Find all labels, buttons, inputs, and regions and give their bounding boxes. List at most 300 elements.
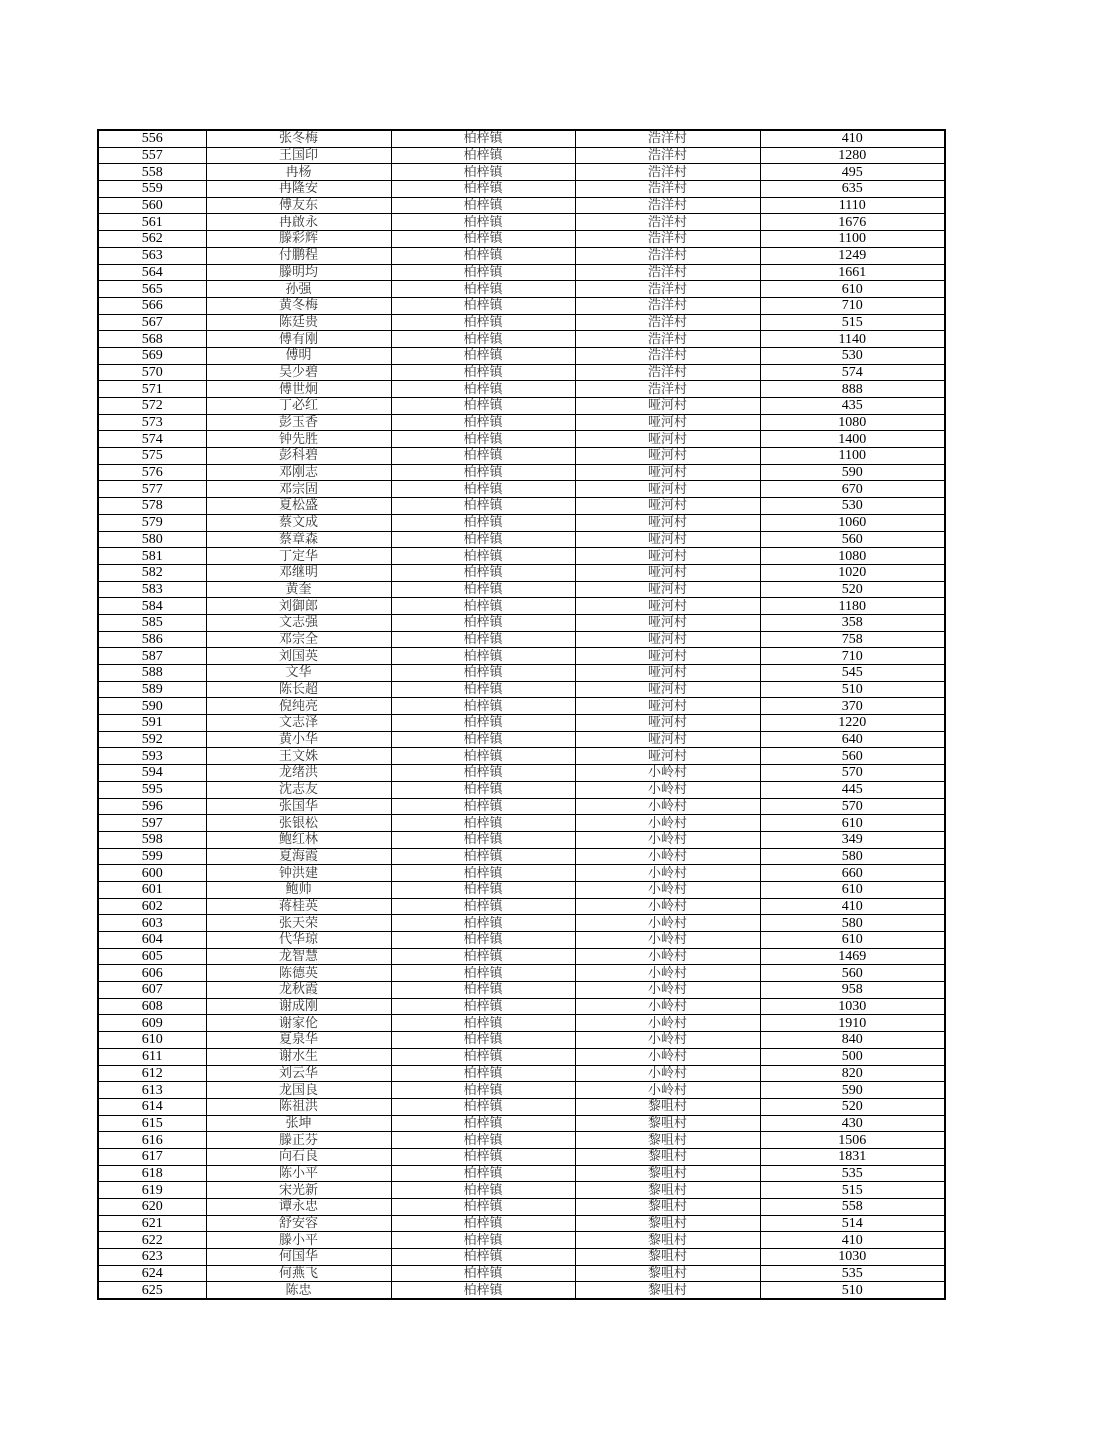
- name-cell: 傅有刚: [206, 331, 391, 348]
- village-cell: 浩洋村: [575, 264, 760, 281]
- name-cell: 何燕飞: [206, 1265, 391, 1282]
- village-cell: 哑河村: [575, 531, 760, 548]
- village-cell: 黎咀村: [575, 1115, 760, 1132]
- town-cell: 柏梓镇: [391, 781, 575, 798]
- amount-cell: 610: [760, 881, 945, 898]
- table-row: [98, 865, 945, 882]
- town-cell: 柏梓镇: [391, 1048, 575, 1065]
- table-row: [98, 1265, 945, 1282]
- village-cell: 哑河村: [575, 631, 760, 648]
- village-cell: 小岭村: [575, 1082, 760, 1099]
- amount-cell: 1661: [760, 264, 945, 281]
- amount-cell: 840: [760, 1032, 945, 1049]
- village-cell: 小岭村: [575, 915, 760, 932]
- row-number-cell: 570: [98, 364, 206, 381]
- town-cell: 柏梓镇: [391, 314, 575, 331]
- amount-cell: 349: [760, 831, 945, 848]
- row-number-cell: 569: [98, 347, 206, 364]
- table-row: [98, 965, 945, 982]
- amount-cell: 1080: [760, 548, 945, 565]
- data-table: [97, 129, 946, 1300]
- village-cell: 黎咀村: [575, 1182, 760, 1199]
- row-number-cell: 614: [98, 1098, 206, 1115]
- town-cell: 柏梓镇: [391, 998, 575, 1015]
- name-cell: 傅友东: [206, 197, 391, 214]
- table-row: [98, 881, 945, 898]
- town-cell: 柏梓镇: [391, 197, 575, 214]
- amount-cell: 410: [760, 1232, 945, 1249]
- row-number-cell: 620: [98, 1199, 206, 1216]
- town-cell: 柏梓镇: [391, 731, 575, 748]
- village-cell: 浩洋村: [575, 147, 760, 164]
- name-cell: 倪纯亮: [206, 698, 391, 715]
- amount-cell: 1506: [760, 1132, 945, 1149]
- name-cell: 傅世炯: [206, 381, 391, 398]
- name-cell: 陈长超: [206, 681, 391, 698]
- village-cell: 浩洋村: [575, 181, 760, 198]
- table-row: [98, 247, 945, 264]
- table-row: [98, 1148, 945, 1165]
- amount-cell: 1400: [760, 431, 945, 448]
- row-number-cell: 580: [98, 531, 206, 548]
- name-cell: 冉啟永: [206, 214, 391, 231]
- amount-cell: 1140: [760, 331, 945, 348]
- table-row: [98, 848, 945, 865]
- table-row: [98, 1115, 945, 1132]
- table-row: [98, 281, 945, 298]
- name-cell: 王国印: [206, 147, 391, 164]
- row-number-cell: 561: [98, 214, 206, 231]
- table-row: [98, 748, 945, 765]
- row-number-cell: 598: [98, 831, 206, 848]
- town-cell: 柏梓镇: [391, 247, 575, 264]
- name-cell: 谭永忠: [206, 1199, 391, 1216]
- amount-cell: 1249: [760, 247, 945, 264]
- row-number-cell: 590: [98, 698, 206, 715]
- row-number-cell: 613: [98, 1082, 206, 1099]
- name-cell: 陈德英: [206, 965, 391, 982]
- table-row: [98, 1132, 945, 1149]
- village-cell: 哑河村: [575, 715, 760, 732]
- town-cell: 柏梓镇: [391, 231, 575, 248]
- village-cell: 哑河村: [575, 698, 760, 715]
- name-cell: 文华: [206, 665, 391, 682]
- table-row: [98, 1249, 945, 1266]
- village-cell: 浩洋村: [575, 347, 760, 364]
- town-cell: 柏梓镇: [391, 481, 575, 498]
- town-cell: 柏梓镇: [391, 364, 575, 381]
- village-cell: 浩洋村: [575, 164, 760, 181]
- village-cell: 浩洋村: [575, 364, 760, 381]
- town-cell: 柏梓镇: [391, 765, 575, 782]
- name-cell: 邓继明: [206, 564, 391, 581]
- name-cell: 黄冬梅: [206, 297, 391, 314]
- town-cell: 柏梓镇: [391, 881, 575, 898]
- row-number-cell: 574: [98, 431, 206, 448]
- town-cell: 柏梓镇: [391, 531, 575, 548]
- row-number-cell: 606: [98, 965, 206, 982]
- amount-cell: 560: [760, 748, 945, 765]
- town-cell: 柏梓镇: [391, 281, 575, 298]
- table-row: [98, 448, 945, 465]
- name-cell: 钟先胜: [206, 431, 391, 448]
- village-cell: 哑河村: [575, 498, 760, 515]
- table-row: [98, 948, 945, 965]
- name-cell: 陈小平: [206, 1165, 391, 1182]
- town-cell: 柏梓镇: [391, 631, 575, 648]
- name-cell: 蔡文成: [206, 514, 391, 531]
- town-cell: 柏梓镇: [391, 648, 575, 665]
- name-cell: 蔡章森: [206, 531, 391, 548]
- amount-cell: 1030: [760, 998, 945, 1015]
- town-cell: 柏梓镇: [391, 1232, 575, 1249]
- town-cell: 柏梓镇: [391, 965, 575, 982]
- name-cell: 陈廷贵: [206, 314, 391, 331]
- name-cell: 滕彩辉: [206, 231, 391, 248]
- village-cell: 浩洋村: [575, 197, 760, 214]
- village-cell: 小岭村: [575, 1048, 760, 1065]
- row-number-cell: 607: [98, 982, 206, 999]
- row-number-cell: 556: [98, 130, 206, 147]
- table-row: [98, 614, 945, 631]
- town-cell: 柏梓镇: [391, 898, 575, 915]
- table-row: [98, 781, 945, 798]
- village-cell: 哑河村: [575, 665, 760, 682]
- name-cell: 代华琼: [206, 932, 391, 949]
- table-row: [98, 1048, 945, 1065]
- table-row: [98, 347, 945, 364]
- name-cell: 刘国英: [206, 648, 391, 665]
- village-cell: 浩洋村: [575, 130, 760, 147]
- town-cell: 柏梓镇: [391, 1132, 575, 1149]
- table-row: [98, 698, 945, 715]
- table-row: [98, 481, 945, 498]
- name-cell: 龙秋霞: [206, 982, 391, 999]
- row-number-cell: 563: [98, 247, 206, 264]
- row-number-cell: 597: [98, 815, 206, 832]
- name-cell: 龙国良: [206, 1082, 391, 1099]
- table-row: [98, 1032, 945, 1049]
- row-number-cell: 609: [98, 1015, 206, 1032]
- table-row: [98, 932, 945, 949]
- table-row: [98, 1215, 945, 1232]
- name-cell: 张冬梅: [206, 130, 391, 147]
- table-row: [98, 631, 945, 648]
- town-cell: 柏梓镇: [391, 798, 575, 815]
- name-cell: 谢水生: [206, 1048, 391, 1065]
- amount-cell: 574: [760, 364, 945, 381]
- name-cell: 舒安容: [206, 1215, 391, 1232]
- row-number-cell: 618: [98, 1165, 206, 1182]
- village-cell: 黎咀村: [575, 1148, 760, 1165]
- table-row: [98, 181, 945, 198]
- amount-cell: 545: [760, 665, 945, 682]
- row-number-cell: 595: [98, 781, 206, 798]
- village-cell: 小岭村: [575, 815, 760, 832]
- name-cell: 吴少碧: [206, 364, 391, 381]
- name-cell: 谢成刚: [206, 998, 391, 1015]
- name-cell: 冉隆安: [206, 181, 391, 198]
- table-row: [98, 464, 945, 481]
- village-cell: 哑河村: [575, 464, 760, 481]
- row-number-cell: 624: [98, 1265, 206, 1282]
- amount-cell: 820: [760, 1065, 945, 1082]
- table-row: [98, 564, 945, 581]
- town-cell: 柏梓镇: [391, 431, 575, 448]
- town-cell: 柏梓镇: [391, 398, 575, 415]
- table-row: [98, 197, 945, 214]
- name-cell: 陈忠: [206, 1282, 391, 1299]
- amount-cell: 610: [760, 815, 945, 832]
- town-cell: 柏梓镇: [391, 331, 575, 348]
- table-row: [98, 898, 945, 915]
- amount-cell: 535: [760, 1265, 945, 1282]
- row-number-cell: 622: [98, 1232, 206, 1249]
- table-row: [98, 915, 945, 932]
- table-row: [98, 331, 945, 348]
- row-number-cell: 571: [98, 381, 206, 398]
- table-row: [98, 314, 945, 331]
- amount-cell: 500: [760, 1048, 945, 1065]
- table-row: [98, 214, 945, 231]
- name-cell: 文志泽: [206, 715, 391, 732]
- amount-cell: 888: [760, 381, 945, 398]
- village-cell: 小岭村: [575, 798, 760, 815]
- row-number-cell: 604: [98, 932, 206, 949]
- amount-cell: 530: [760, 347, 945, 364]
- name-cell: 鲍帅: [206, 881, 391, 898]
- row-number-cell: 605: [98, 948, 206, 965]
- village-cell: 小岭村: [575, 781, 760, 798]
- amount-cell: 660: [760, 865, 945, 882]
- table-row: [98, 1165, 945, 1182]
- row-number-cell: 559: [98, 181, 206, 198]
- amount-cell: 1060: [760, 514, 945, 531]
- row-number-cell: 560: [98, 197, 206, 214]
- table-row: [98, 731, 945, 748]
- town-cell: 柏梓镇: [391, 498, 575, 515]
- amount-cell: 710: [760, 648, 945, 665]
- village-cell: 小岭村: [575, 881, 760, 898]
- amount-cell: 1280: [760, 147, 945, 164]
- village-cell: 小岭村: [575, 1032, 760, 1049]
- town-cell: 柏梓镇: [391, 681, 575, 698]
- village-cell: 小岭村: [575, 898, 760, 915]
- village-cell: 浩洋村: [575, 314, 760, 331]
- row-number-cell: 615: [98, 1115, 206, 1132]
- table-row: [98, 1065, 945, 1082]
- village-cell: 哑河村: [575, 548, 760, 565]
- village-cell: 黎咀村: [575, 1132, 760, 1149]
- amount-cell: 530: [760, 498, 945, 515]
- row-number-cell: 593: [98, 748, 206, 765]
- row-number-cell: 583: [98, 581, 206, 598]
- row-number-cell: 581: [98, 548, 206, 565]
- town-cell: 柏梓镇: [391, 347, 575, 364]
- amount-cell: 535: [760, 1165, 945, 1182]
- table-body: [98, 130, 945, 1299]
- village-cell: 小岭村: [575, 865, 760, 882]
- name-cell: 向石良: [206, 1148, 391, 1165]
- town-cell: 柏梓镇: [391, 715, 575, 732]
- village-cell: 小岭村: [575, 831, 760, 848]
- town-cell: 柏梓镇: [391, 130, 575, 147]
- table-row: [98, 130, 945, 147]
- name-cell: 黄小华: [206, 731, 391, 748]
- town-cell: 柏梓镇: [391, 1065, 575, 1082]
- name-cell: 蒋桂英: [206, 898, 391, 915]
- town-cell: 柏梓镇: [391, 1148, 575, 1165]
- amount-cell: 1676: [760, 214, 945, 231]
- town-cell: 柏梓镇: [391, 598, 575, 615]
- village-cell: 小岭村: [575, 998, 760, 1015]
- town-cell: 柏梓镇: [391, 1265, 575, 1282]
- town-cell: 柏梓镇: [391, 164, 575, 181]
- row-number-cell: 596: [98, 798, 206, 815]
- name-cell: 文志强: [206, 614, 391, 631]
- town-cell: 柏梓镇: [391, 297, 575, 314]
- amount-cell: 370: [760, 698, 945, 715]
- name-cell: 龙绪洪: [206, 765, 391, 782]
- village-cell: 哑河村: [575, 431, 760, 448]
- amount-cell: 430: [760, 1115, 945, 1132]
- town-cell: 柏梓镇: [391, 948, 575, 965]
- name-cell: 张国华: [206, 798, 391, 815]
- village-cell: 浩洋村: [575, 231, 760, 248]
- amount-cell: 410: [760, 898, 945, 915]
- name-cell: 夏海霞: [206, 848, 391, 865]
- table-row: [98, 498, 945, 515]
- row-number-cell: 619: [98, 1182, 206, 1199]
- row-number-cell: 601: [98, 881, 206, 898]
- row-number-cell: 603: [98, 915, 206, 932]
- table-row: [98, 431, 945, 448]
- row-number-cell: 617: [98, 1148, 206, 1165]
- amount-cell: 758: [760, 631, 945, 648]
- town-cell: 柏梓镇: [391, 1115, 575, 1132]
- village-cell: 小岭村: [575, 1015, 760, 1032]
- amount-cell: 410: [760, 130, 945, 147]
- village-cell: 小岭村: [575, 965, 760, 982]
- name-cell: 夏松盛: [206, 498, 391, 515]
- amount-cell: 1831: [760, 1148, 945, 1165]
- name-cell: 张天荣: [206, 915, 391, 932]
- village-cell: 浩洋村: [575, 297, 760, 314]
- row-number-cell: 611: [98, 1048, 206, 1065]
- row-number-cell: 623: [98, 1249, 206, 1266]
- amount-cell: 590: [760, 1082, 945, 1099]
- amount-cell: 435: [760, 398, 945, 415]
- row-number-cell: 573: [98, 414, 206, 431]
- row-number-cell: 568: [98, 331, 206, 348]
- table-row: [98, 831, 945, 848]
- town-cell: 柏梓镇: [391, 514, 575, 531]
- village-cell: 哑河村: [575, 748, 760, 765]
- table-row: [98, 297, 945, 314]
- village-cell: 哑河村: [575, 681, 760, 698]
- town-cell: 柏梓镇: [391, 1182, 575, 1199]
- village-cell: 哑河村: [575, 731, 760, 748]
- name-cell: 刘云华: [206, 1065, 391, 1082]
- village-cell: 哑河村: [575, 398, 760, 415]
- table-row: [98, 815, 945, 832]
- amount-cell: 610: [760, 932, 945, 949]
- village-cell: 浩洋村: [575, 281, 760, 298]
- amount-cell: 610: [760, 281, 945, 298]
- town-cell: 柏梓镇: [391, 581, 575, 598]
- town-cell: 柏梓镇: [391, 1165, 575, 1182]
- amount-cell: 515: [760, 314, 945, 331]
- amount-cell: 570: [760, 765, 945, 782]
- town-cell: 柏梓镇: [391, 464, 575, 481]
- table-row: [98, 1182, 945, 1199]
- town-cell: 柏梓镇: [391, 448, 575, 465]
- town-cell: 柏梓镇: [391, 815, 575, 832]
- village-cell: 哑河村: [575, 448, 760, 465]
- name-cell: 宋光新: [206, 1182, 391, 1199]
- amount-cell: 1030: [760, 1249, 945, 1266]
- village-cell: 小岭村: [575, 765, 760, 782]
- town-cell: 柏梓镇: [391, 181, 575, 198]
- town-cell: 柏梓镇: [391, 848, 575, 865]
- name-cell: 张坤: [206, 1115, 391, 1132]
- town-cell: 柏梓镇: [391, 865, 575, 882]
- town-cell: 柏梓镇: [391, 564, 575, 581]
- row-number-cell: 576: [98, 464, 206, 481]
- amount-cell: 1469: [760, 948, 945, 965]
- table-row: [98, 164, 945, 181]
- table-row: [98, 998, 945, 1015]
- row-number-cell: 584: [98, 598, 206, 615]
- town-cell: 柏梓镇: [391, 1082, 575, 1099]
- village-cell: 哑河村: [575, 614, 760, 631]
- amount-cell: 670: [760, 481, 945, 498]
- name-cell: 何国华: [206, 1249, 391, 1266]
- village-cell: 小岭村: [575, 1065, 760, 1082]
- table-row: [98, 1015, 945, 1032]
- name-cell: 钟洪建: [206, 865, 391, 882]
- table-row: [98, 798, 945, 815]
- village-cell: 哑河村: [575, 564, 760, 581]
- village-cell: 黎咀村: [575, 1232, 760, 1249]
- town-cell: 柏梓镇: [391, 665, 575, 682]
- table-row: [98, 1232, 945, 1249]
- amount-cell: 514: [760, 1215, 945, 1232]
- village-cell: 浩洋村: [575, 247, 760, 264]
- town-cell: 柏梓镇: [391, 1032, 575, 1049]
- row-number-cell: 586: [98, 631, 206, 648]
- town-cell: 柏梓镇: [391, 982, 575, 999]
- table-row: [98, 982, 945, 999]
- row-number-cell: 564: [98, 264, 206, 281]
- name-cell: 冉杨: [206, 164, 391, 181]
- table-row: [98, 381, 945, 398]
- row-number-cell: 616: [98, 1132, 206, 1149]
- village-cell: 黎咀村: [575, 1249, 760, 1266]
- village-cell: 黎咀村: [575, 1098, 760, 1115]
- town-cell: 柏梓镇: [391, 414, 575, 431]
- amount-cell: 1910: [760, 1015, 945, 1032]
- row-number-cell: 575: [98, 448, 206, 465]
- town-cell: 柏梓镇: [391, 1249, 575, 1266]
- row-number-cell: 589: [98, 681, 206, 698]
- name-cell: 张银松: [206, 815, 391, 832]
- amount-cell: 570: [760, 798, 945, 815]
- table-row: [98, 414, 945, 431]
- name-cell: 邓宗固: [206, 481, 391, 498]
- table-row: [98, 364, 945, 381]
- amount-cell: 1110: [760, 197, 945, 214]
